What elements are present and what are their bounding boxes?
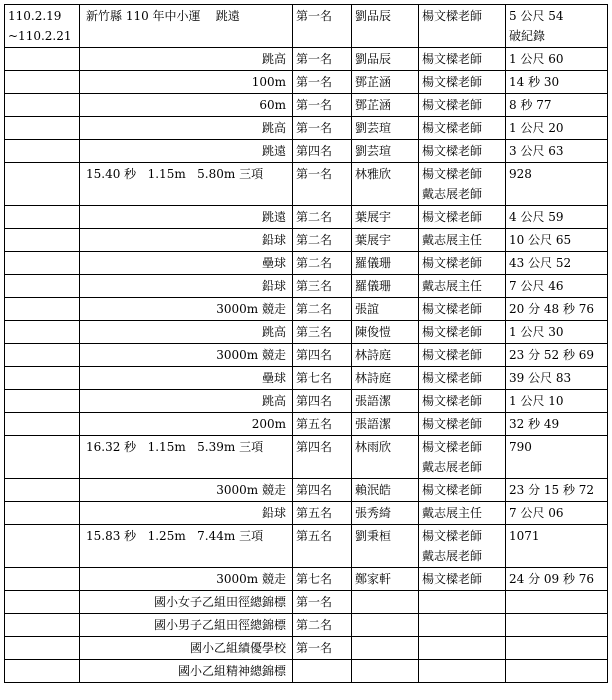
date-empty-cell xyxy=(5,298,80,321)
date-empty-cell xyxy=(5,229,80,252)
date-empty-cell xyxy=(5,660,80,683)
rank-cell: 第一名 xyxy=(293,117,352,140)
coach-name: 楊文樑老師 xyxy=(422,440,483,454)
event-cell: 3000m 競走 xyxy=(80,479,293,502)
date-empty-cell xyxy=(5,436,80,479)
result-cell xyxy=(506,568,608,591)
date-empty-cell xyxy=(5,367,80,390)
coach-cell xyxy=(419,502,506,525)
result-cell xyxy=(506,525,608,568)
result-cell xyxy=(506,275,608,298)
coach-cell xyxy=(419,413,506,436)
date-empty-cell xyxy=(5,140,80,163)
coach-cell xyxy=(419,390,506,413)
date-empty-cell xyxy=(5,568,80,591)
table-row xyxy=(5,71,608,94)
result-value: 1 公尺 60 xyxy=(509,52,564,66)
table-row xyxy=(5,660,608,683)
result-value: 790 xyxy=(509,440,532,454)
result-cell xyxy=(506,94,608,117)
awards-table-body xyxy=(5,5,608,683)
rank-cell: 第一名 xyxy=(293,71,352,94)
coach-cell xyxy=(419,140,506,163)
coach-name: 楊文樑老師 xyxy=(422,167,483,181)
table-row xyxy=(5,298,608,321)
table-row xyxy=(5,117,608,140)
result-cell xyxy=(506,117,608,140)
rank-cell: 第一名 xyxy=(293,163,352,206)
result-value: 3 公尺 63 xyxy=(509,144,564,158)
table-row xyxy=(5,163,608,206)
event-cell: 跳遠 xyxy=(80,140,293,163)
result-cell xyxy=(506,614,608,637)
coach-name: 楊文樑老師 xyxy=(422,98,483,112)
result-cell xyxy=(506,48,608,71)
coach-name: 楊文樑老師 xyxy=(422,121,483,135)
rank-cell: 第三名 xyxy=(293,321,352,344)
athlete-name-cell xyxy=(352,660,419,683)
result-cell xyxy=(506,479,608,502)
coach-name: 楊文樑老師 xyxy=(422,371,483,385)
athlete-name-cell: 林詩庭 xyxy=(352,344,419,367)
coach-cell xyxy=(419,229,506,252)
table-row xyxy=(5,48,608,71)
event-cell: 跳高 xyxy=(80,390,293,413)
event-cell: 200m xyxy=(80,413,293,436)
rank-cell: 第二名 xyxy=(293,229,352,252)
athlete-name-cell: 鄧芷涵 xyxy=(352,94,419,117)
result-value: 43 公尺 52 xyxy=(509,256,572,270)
coach-name: 楊文樑老師 xyxy=(422,75,483,89)
coach-cell xyxy=(419,436,506,479)
table-row xyxy=(5,637,608,660)
rank-cell: 第二名 xyxy=(293,614,352,637)
result-cell xyxy=(506,5,608,48)
table-row xyxy=(5,367,608,390)
result-cell xyxy=(506,206,608,229)
result-cell xyxy=(506,163,608,206)
result-cell xyxy=(506,252,608,275)
coach-name: 戴志展主任 xyxy=(422,506,483,520)
awards-table xyxy=(4,4,608,683)
coach-name: 楊文樑老師 xyxy=(422,52,483,66)
event-cell: 壘球 xyxy=(80,252,293,275)
date-empty-cell xyxy=(5,614,80,637)
result-cell xyxy=(506,660,608,683)
rank-cell: 第七名 xyxy=(293,568,352,591)
date-empty-cell xyxy=(5,525,80,568)
rank-cell: 第五名 xyxy=(293,413,352,436)
athlete-name-cell xyxy=(352,591,419,614)
date-empty-cell xyxy=(5,48,80,71)
rank-cell: 第五名 xyxy=(293,525,352,568)
result-cell xyxy=(506,591,608,614)
coach-name: 楊文樑老師 xyxy=(422,394,483,408)
athlete-name-cell xyxy=(352,614,419,637)
athlete-name-cell: 張秀綺 xyxy=(352,502,419,525)
result-cell xyxy=(506,140,608,163)
athlete-name-cell: 葉展宇 xyxy=(352,229,419,252)
athlete-name-cell: 鄧芷涵 xyxy=(352,71,419,94)
table-row xyxy=(5,344,608,367)
rank-cell: 第四名 xyxy=(293,479,352,502)
coach-cell xyxy=(419,637,506,660)
event-cell: 國小乙組精神總錦標 xyxy=(80,660,293,683)
table-row xyxy=(5,140,608,163)
athlete-name-cell: 張語潔 xyxy=(352,390,419,413)
result-value: 1071 xyxy=(509,529,540,543)
athlete-name-cell: 林雨欣 xyxy=(352,436,419,479)
date-empty-cell xyxy=(5,344,80,367)
event-cell: 100m xyxy=(80,71,293,94)
result-value: 928 xyxy=(509,167,532,181)
coach-cell xyxy=(419,614,506,637)
table-row xyxy=(5,390,608,413)
athlete-name-cell: 劉品辰 xyxy=(352,48,419,71)
event-cell: 3000m 競走 xyxy=(80,568,293,591)
table-row xyxy=(5,5,608,48)
date-empty-cell xyxy=(5,206,80,229)
result-value: 5 公尺 54 xyxy=(509,9,564,23)
date-empty-cell xyxy=(5,637,80,660)
coach-name: 楊文樑老師 xyxy=(422,256,483,270)
table-row xyxy=(5,252,608,275)
rank-cell xyxy=(293,660,352,683)
result-cell xyxy=(506,344,608,367)
date-empty-cell xyxy=(5,117,80,140)
result-value: 8 秒 77 xyxy=(509,98,552,112)
coach-cell xyxy=(419,117,506,140)
rank-cell: 第一名 xyxy=(293,5,352,48)
coach-name: 楊文樑老師 xyxy=(422,572,483,586)
result-value: 24 分 09 秒 76 xyxy=(509,572,595,586)
coach-cell xyxy=(419,321,506,344)
date-range-line: ~110.2.21 xyxy=(8,29,72,43)
coach-cell xyxy=(419,206,506,229)
rank-cell: 第二名 xyxy=(293,206,352,229)
athlete-name-cell: 劉芸瑄 xyxy=(352,117,419,140)
result-cell xyxy=(506,502,608,525)
athlete-name-cell: 張語潔 xyxy=(352,413,419,436)
result-value: 23 分 15 秒 72 xyxy=(509,483,595,497)
coach-name: 楊文樑老師 xyxy=(422,529,483,543)
date-empty-cell xyxy=(5,71,80,94)
result-cell xyxy=(506,229,608,252)
date-empty-cell xyxy=(5,390,80,413)
table-row xyxy=(5,413,608,436)
result-value: 7 公尺 46 xyxy=(509,279,564,293)
coach-name: 楊文樑老師 xyxy=(422,348,483,362)
date-empty-cell xyxy=(5,591,80,614)
coach-cell xyxy=(419,94,506,117)
rank-cell: 第二名 xyxy=(293,252,352,275)
coach-name: 楊文樑老師 xyxy=(422,325,483,339)
date-empty-cell xyxy=(5,163,80,206)
event-cell: 跳高 xyxy=(80,117,293,140)
coach-name: 楊文樑老師 xyxy=(422,210,483,224)
result-value: 1 公尺 10 xyxy=(509,394,564,408)
event-cell: 國小女子乙組田徑總錦標 xyxy=(80,591,293,614)
table-row xyxy=(5,614,608,637)
coach-name: 戴志展老師 xyxy=(422,460,483,474)
event-cell: 鉛球 xyxy=(80,502,293,525)
athlete-name-cell: 劉芸瑄 xyxy=(352,140,419,163)
athlete-name-cell xyxy=(352,637,419,660)
date-empty-cell xyxy=(5,94,80,117)
event-cell: 15.40 秒 1.15m 5.80m 三項 xyxy=(80,163,293,206)
event-cell: 3000m 競走 xyxy=(80,344,293,367)
result-cell xyxy=(506,71,608,94)
result-value: 1 公尺 20 xyxy=(509,121,564,135)
athlete-name-cell: 陳俊愷 xyxy=(352,321,419,344)
date-empty-cell xyxy=(5,321,80,344)
event-cell: 國小乙組績優學校 xyxy=(80,637,293,660)
table-row xyxy=(5,479,608,502)
date-empty-cell xyxy=(5,275,80,298)
athlete-name-cell: 劉品辰 xyxy=(352,5,419,48)
coach-cell xyxy=(419,275,506,298)
result-value: 10 公尺 65 xyxy=(509,233,572,247)
table-row xyxy=(5,525,608,568)
event-cell: 鉛球 xyxy=(80,275,293,298)
coach-name: 楊文樑老師 xyxy=(422,302,483,316)
coach-cell xyxy=(419,660,506,683)
coach-cell xyxy=(419,525,506,568)
result-cell xyxy=(506,413,608,436)
date-empty-cell xyxy=(5,252,80,275)
result-value: 20 分 48 秒 76 xyxy=(509,302,595,316)
table-row xyxy=(5,275,608,298)
coach-name: 楊文樑老師 xyxy=(422,483,483,497)
rank-cell: 第五名 xyxy=(293,502,352,525)
result-cell xyxy=(506,367,608,390)
event-cell: 跳遠 xyxy=(80,206,293,229)
coach-name: 戴志展老師 xyxy=(422,549,483,563)
table-row xyxy=(5,94,608,117)
event-cell: 60m xyxy=(80,94,293,117)
coach-cell xyxy=(419,252,506,275)
coach-name: 楊文樑老師 xyxy=(422,417,483,431)
athlete-name-cell: 林詩庭 xyxy=(352,367,419,390)
event-cell: 壘球 xyxy=(80,367,293,390)
coach-cell xyxy=(419,48,506,71)
date-range-line: 110.2.19 xyxy=(8,9,62,23)
rank-cell: 第七名 xyxy=(293,367,352,390)
rank-cell: 第一名 xyxy=(293,637,352,660)
athlete-name-cell: 劉秉桓 xyxy=(352,525,419,568)
athlete-name-cell: 張誼 xyxy=(352,298,419,321)
result-cell xyxy=(506,298,608,321)
rank-cell: 第三名 xyxy=(293,275,352,298)
coach-name: 戴志展主任 xyxy=(422,279,483,293)
result-cell xyxy=(506,637,608,660)
athlete-name-cell: 葉展宇 xyxy=(352,206,419,229)
result-cell xyxy=(506,321,608,344)
table-row xyxy=(5,321,608,344)
rank-cell: 第二名 xyxy=(293,298,352,321)
coach-name: 楊文樑老師 xyxy=(422,9,483,23)
result-value: 23 分 52 秒 69 xyxy=(509,348,595,362)
event-cell: 3000m 競走 xyxy=(80,298,293,321)
result-cell xyxy=(506,390,608,413)
table-row xyxy=(5,436,608,479)
table-row xyxy=(5,206,608,229)
table-row xyxy=(5,591,608,614)
rank-cell: 第四名 xyxy=(293,140,352,163)
coach-name: 楊文樑老師 xyxy=(422,144,483,158)
coach-cell xyxy=(419,71,506,94)
event-cell: 16.32 秒 1.15m 5.39m 三項 xyxy=(80,436,293,479)
event-cell: 新竹縣 110 年中小運 跳遠 xyxy=(80,5,293,48)
result-value: 1 公尺 30 xyxy=(509,325,564,339)
coach-name: 戴志展主任 xyxy=(422,233,483,247)
rank-cell: 第一名 xyxy=(293,94,352,117)
table-row xyxy=(5,502,608,525)
coach-cell xyxy=(419,479,506,502)
event-cell: 國小男子乙組田徑總錦標 xyxy=(80,614,293,637)
result-cell xyxy=(506,436,608,479)
result-value: 破紀錄 xyxy=(509,29,546,43)
date-empty-cell xyxy=(5,479,80,502)
athlete-name-cell: 賴泯皓 xyxy=(352,479,419,502)
athlete-name-cell: 羅儀珊 xyxy=(352,252,419,275)
rank-cell: 第四名 xyxy=(293,344,352,367)
rank-cell: 第四名 xyxy=(293,436,352,479)
rank-cell: 第四名 xyxy=(293,390,352,413)
athlete-name-cell: 鄭家軒 xyxy=(352,568,419,591)
rank-cell: 第一名 xyxy=(293,48,352,71)
rank-cell: 第一名 xyxy=(293,591,352,614)
coach-cell xyxy=(419,344,506,367)
date-empty-cell xyxy=(5,502,80,525)
result-value: 14 秒 30 xyxy=(509,75,560,89)
event-cell: 15.83 秒 1.25m 7.44m 三項 xyxy=(80,525,293,568)
coach-cell xyxy=(419,568,506,591)
result-value: 7 公尺 06 xyxy=(509,506,564,520)
coach-name: 戴志展老師 xyxy=(422,187,483,201)
date-range-cell xyxy=(5,5,80,48)
result-value: 39 公尺 83 xyxy=(509,371,572,385)
coach-cell xyxy=(419,367,506,390)
table-row xyxy=(5,568,608,591)
result-value: 4 公尺 59 xyxy=(509,210,564,224)
coach-cell xyxy=(419,591,506,614)
date-empty-cell xyxy=(5,413,80,436)
coach-cell xyxy=(419,298,506,321)
event-cell: 鉛球 xyxy=(80,229,293,252)
athlete-name-cell: 羅儀珊 xyxy=(352,275,419,298)
coach-cell xyxy=(419,163,506,206)
table-row xyxy=(5,229,608,252)
event-cell: 跳高 xyxy=(80,321,293,344)
result-value: 32 秒 49 xyxy=(509,417,560,431)
event-cell: 跳高 xyxy=(80,48,293,71)
coach-cell xyxy=(419,5,506,48)
athlete-name-cell: 林雅欣 xyxy=(352,163,419,206)
